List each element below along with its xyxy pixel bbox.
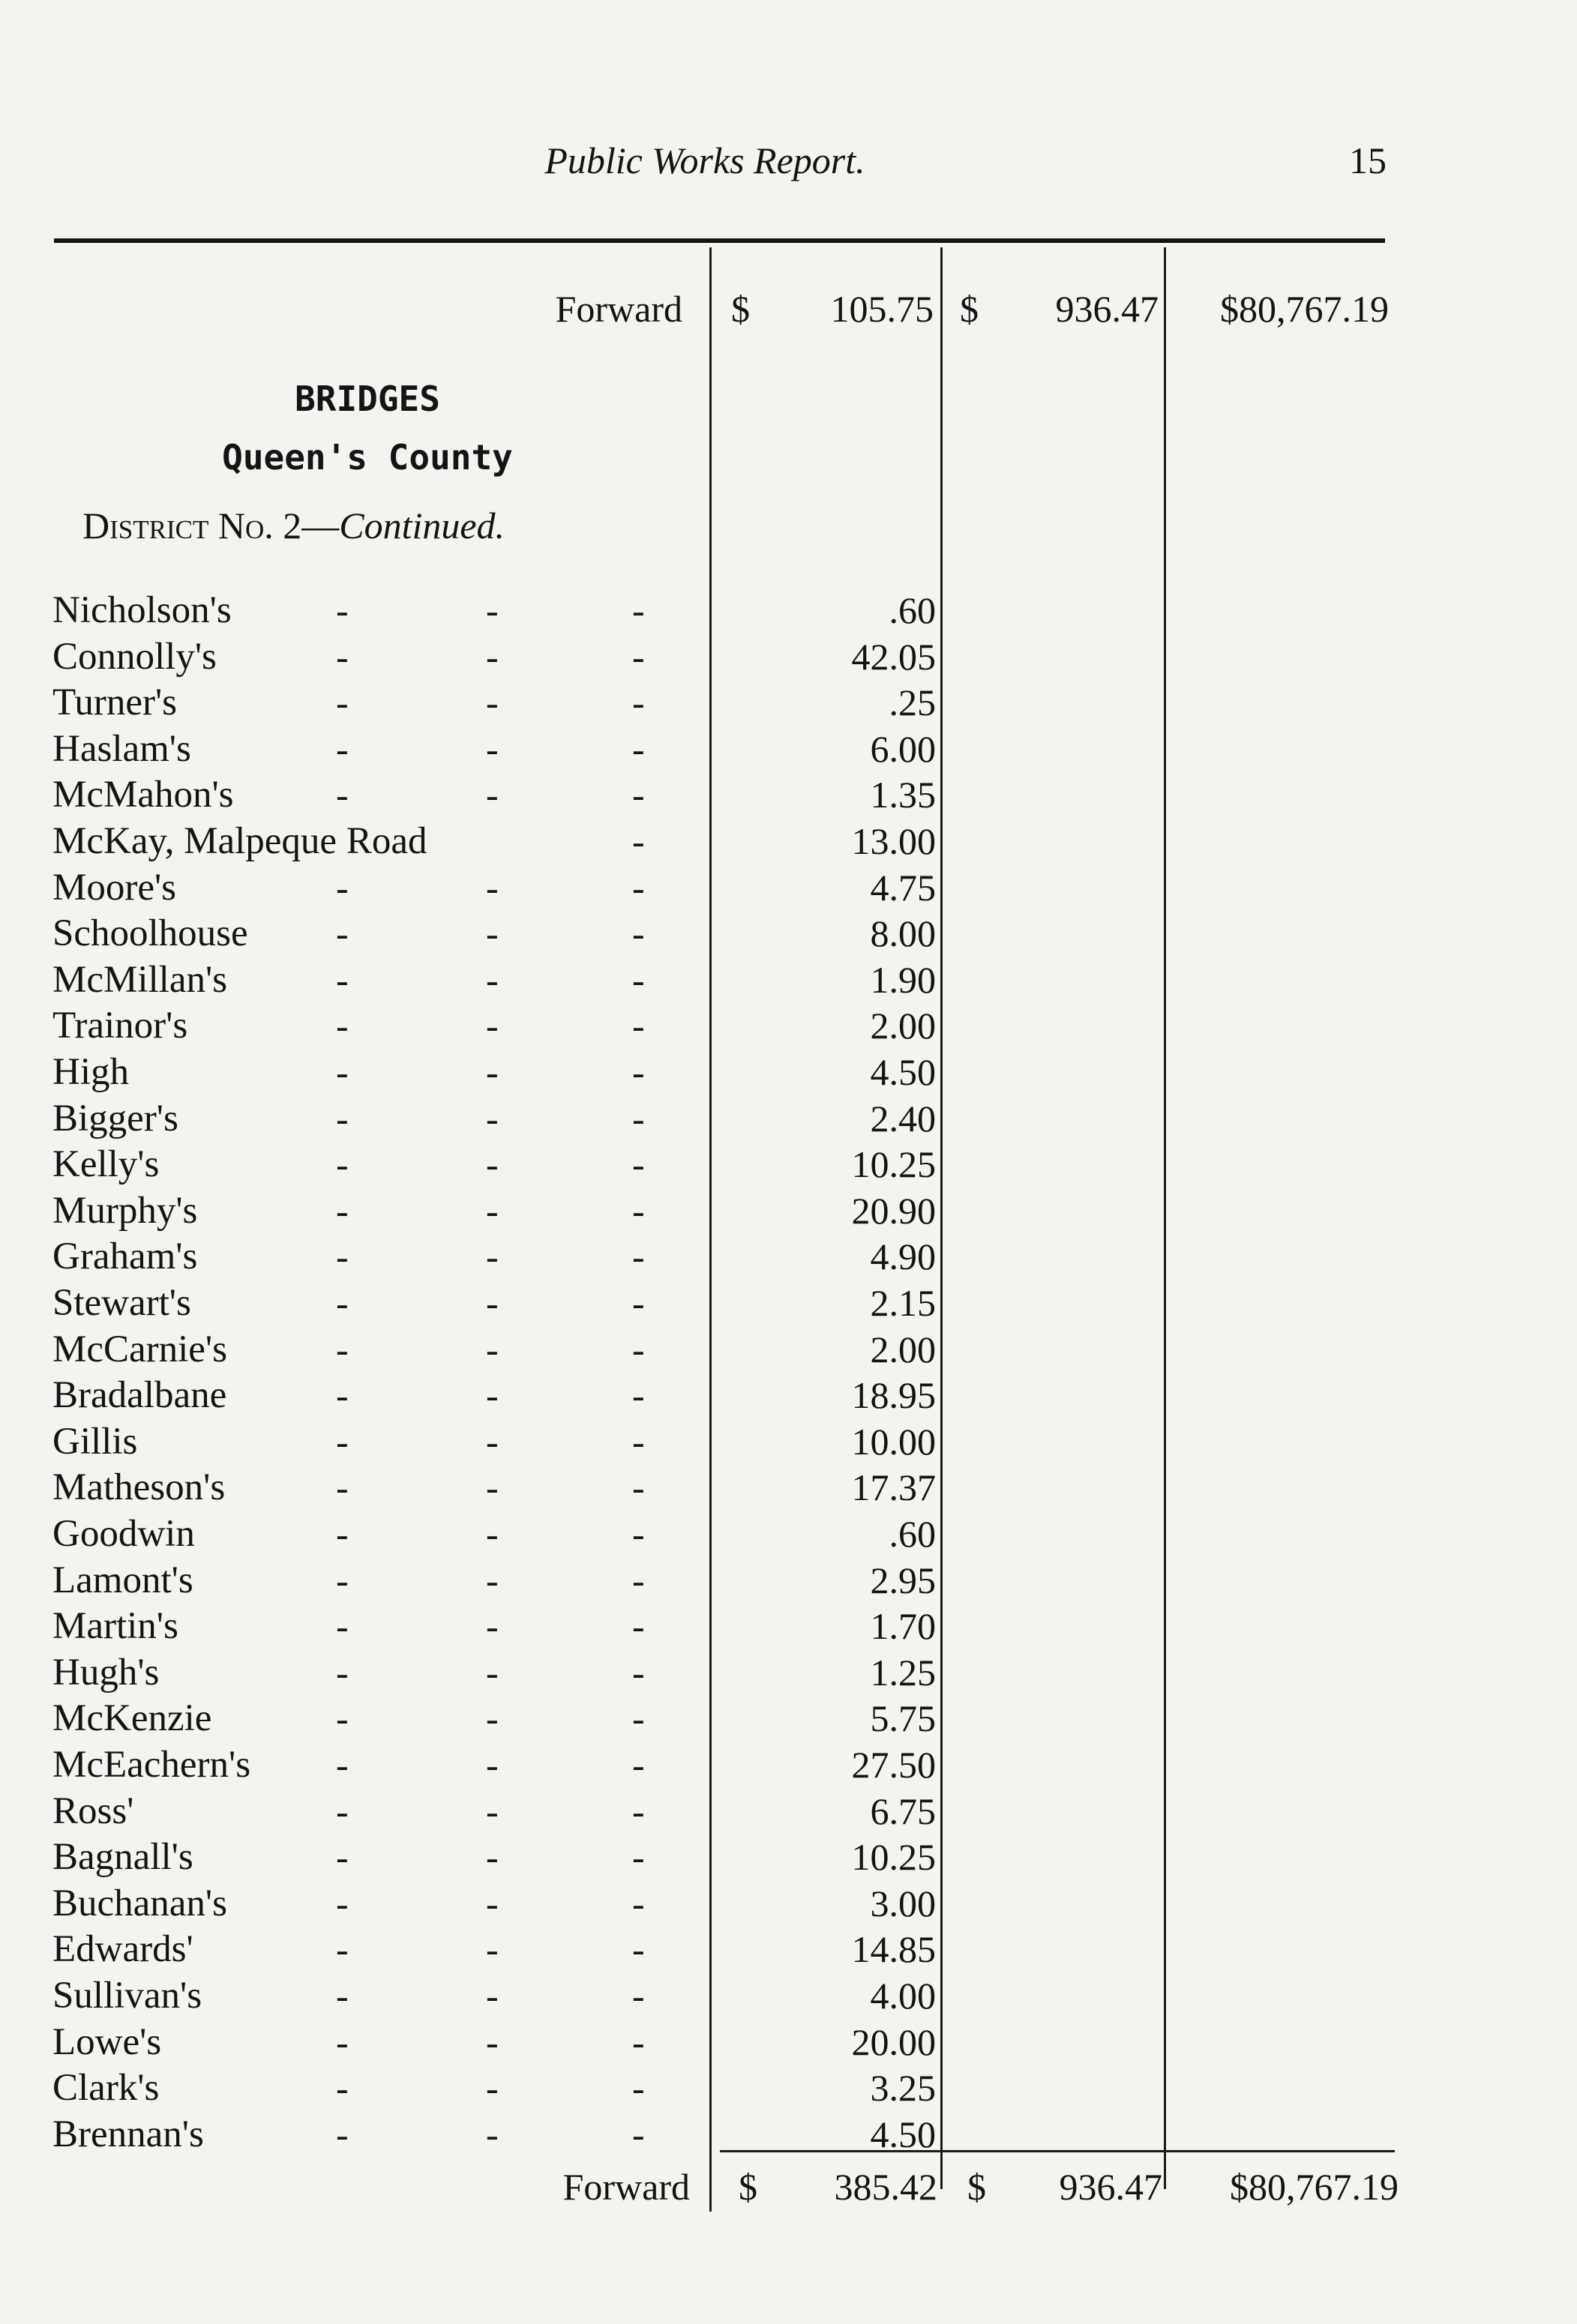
bridge-amount: 1.25: [870, 1651, 936, 1694]
bridge-name: Turner's: [52, 681, 177, 724]
table-row: [0, 1143, 975, 1189]
bridge-name: Trainor's: [52, 1005, 188, 1047]
county-title: Queen's County: [222, 437, 513, 478]
leader-dash: -: [336, 2113, 349, 2155]
bridge-amount: .25: [889, 681, 936, 724]
leader-dash: -: [486, 1374, 499, 1417]
leader-dash: -: [336, 2020, 349, 2063]
leader-dash: -: [632, 1051, 645, 1093]
leader-dash: -: [486, 866, 499, 909]
leader-dash: -: [336, 2067, 349, 2110]
leader-dash: -: [336, 1789, 349, 1832]
bridge-name: Brennan's: [52, 2113, 204, 2155]
leader-dash: -: [336, 1559, 349, 1601]
table-row: [0, 1835, 975, 1882]
bridge-amount: 1.35: [870, 774, 936, 816]
bridge-name: Clark's: [52, 2067, 160, 2110]
bridge-amount: 10.25: [851, 1836, 936, 1879]
leader-dash: -: [632, 1420, 645, 1463]
leader-dash: -: [336, 1282, 349, 1324]
bridge-name: Moore's: [52, 866, 177, 909]
leader-dash: -: [486, 1744, 499, 1786]
leader-dash: -: [336, 589, 349, 631]
bridge-amount: 2.95: [870, 1559, 936, 1601]
bridge-amount: .60: [889, 1513, 936, 1555]
leader-dash: -: [486, 774, 499, 816]
table-row: [0, 2020, 975, 2067]
bridge-amount: 4.00: [870, 1975, 936, 2017]
leader-dash: -: [486, 1235, 499, 1278]
bridge-amount: 4.50: [870, 1051, 936, 1093]
forward-label: Forward: [562, 2166, 690, 2208]
leader-dash: -: [486, 1836, 499, 1879]
leader-dash: -: [632, 1005, 645, 1047]
table-row: [0, 2113, 975, 2159]
table-row: [0, 588, 975, 635]
bridge-name: Bradalbane: [52, 1374, 227, 1417]
forward-amount-col2: 936.47: [1059, 2166, 1162, 2208]
leader-dash: -: [486, 1189, 499, 1232]
leader-dash: -: [336, 1651, 349, 1694]
leader-dash: -: [486, 2020, 499, 2063]
table-row: [0, 819, 975, 866]
table-row: [0, 1466, 975, 1512]
table-row: [0, 1927, 975, 1974]
bridge-amount: 10.25: [851, 1143, 936, 1186]
table-row: [0, 1373, 975, 1420]
bridge-name: Edwards': [52, 1928, 193, 1971]
leader-dash: -: [336, 1605, 349, 1648]
leader-dash: -: [632, 1744, 645, 1786]
section-title: BRIDGES: [295, 379, 440, 419]
leader-dash: -: [632, 727, 645, 770]
leader-dash: -: [336, 681, 349, 724]
bridge-amount: 8.00: [870, 912, 936, 955]
bridge-name: McMillan's: [52, 958, 228, 1001]
page-header-title: Public Works Report.: [544, 139, 865, 181]
leader-dash: -: [486, 2113, 499, 2155]
table-row: [0, 1789, 975, 1836]
leader-dash: -: [632, 1466, 645, 1509]
leader-dash: -: [486, 2067, 499, 2110]
bridge-amount: 4.50: [870, 2113, 936, 2155]
bridge-amount: 2.00: [870, 1328, 936, 1370]
bridge-name: Gillis: [52, 1420, 138, 1463]
leader-dash: -: [336, 774, 349, 816]
leader-dash: -: [486, 1328, 499, 1370]
table-row: [0, 1974, 975, 2020]
table-row: [0, 1604, 975, 1651]
leader-dash: -: [336, 1005, 349, 1047]
bridge-name: Haslam's: [52, 727, 191, 770]
page-number: 15: [1349, 139, 1387, 181]
leader-dash: -: [336, 866, 349, 909]
bridge-name: Murphy's: [52, 1189, 198, 1232]
district-label: District No. 2—: [82, 505, 340, 547]
leader-dash: -: [632, 1882, 645, 1924]
bridge-amount: 10.00: [851, 1420, 936, 1463]
table-row: [0, 1189, 975, 1235]
bridge-amount: 20.00: [851, 2020, 936, 2063]
leader-dash: -: [632, 635, 645, 678]
leader-dash: -: [486, 912, 499, 955]
leader-dash: -: [336, 635, 349, 678]
district-continued: Continued.: [339, 505, 505, 547]
leader-dash: -: [336, 1697, 349, 1740]
bridge-name: Graham's: [52, 1235, 198, 1278]
bridge-name: High: [52, 1051, 129, 1093]
leader-dash: -: [486, 1605, 499, 1648]
leader-dash: -: [632, 1189, 645, 1232]
table-row: [0, 912, 975, 958]
leader-dash: -: [336, 1836, 349, 1879]
leader-dash: -: [336, 1744, 349, 1786]
table-row: [0, 866, 975, 912]
bridge-amount: 13.00: [851, 820, 936, 862]
bridge-name: Kelly's: [52, 1143, 160, 1186]
table-row: [0, 1004, 975, 1050]
bridge-name: Ross': [52, 1789, 134, 1832]
leader-dash: -: [632, 1651, 645, 1694]
table-row: [0, 1697, 975, 1743]
bridge-name: Nicholson's: [52, 589, 232, 631]
table-row: [0, 1559, 975, 1605]
leader-dash: -: [336, 958, 349, 1001]
leader-dash: -: [486, 1420, 499, 1463]
forward-amount-col3: $80,767.19: [1230, 2166, 1399, 2208]
leader-dash: -: [486, 1697, 499, 1740]
leader-dash: -: [632, 1605, 645, 1648]
bridge-amount: 17.37: [851, 1466, 936, 1509]
leader-dash: -: [632, 958, 645, 1001]
leader-dash: -: [486, 635, 499, 678]
leader-dash: -: [336, 1882, 349, 1924]
leader-dash: -: [632, 1235, 645, 1278]
table-row: [0, 1328, 975, 1374]
bridge-name: Bigger's: [52, 1097, 178, 1140]
leader-dash: -: [632, 2020, 645, 2063]
leader-dash: -: [632, 1789, 645, 1832]
leader-dash: -: [486, 1882, 499, 1924]
leader-dash: -: [632, 681, 645, 724]
bridge-name: Buchanan's: [52, 1882, 227, 1924]
leader-dash: -: [632, 774, 645, 816]
table-row: [0, 1512, 975, 1559]
bridge-name: Lamont's: [52, 1559, 193, 1601]
bridge-amount: 42.05: [851, 635, 936, 678]
leader-dash: -: [632, 1328, 645, 1370]
leader-dash: -: [486, 1975, 499, 2017]
leader-dash: -: [486, 1651, 499, 1694]
leader-dash: -: [336, 1975, 349, 2017]
forward-amount-col1: 385.42: [834, 2166, 937, 2208]
dollar-sign: $: [739, 2166, 757, 2208]
bridge-amount: 1.70: [870, 1605, 936, 1648]
leader-dash: -: [632, 1928, 645, 1971]
leader-dash: -: [632, 820, 645, 862]
bridge-name: Connolly's: [52, 635, 217, 678]
leader-dash: -: [632, 1697, 645, 1740]
leader-dash: -: [336, 1189, 349, 1232]
leader-dash: -: [336, 1928, 349, 1971]
column-rule-3: [1164, 247, 1166, 2189]
bridge-name: McEachern's: [52, 1744, 251, 1786]
leader-dash: -: [486, 958, 499, 1001]
leader-dash: -: [632, 1513, 645, 1555]
leader-dash: -: [486, 1789, 499, 1832]
district-heading: [82, 504, 505, 547]
leader-dash: -: [486, 1513, 499, 1555]
leader-dash: -: [486, 727, 499, 770]
bridge-amount: 4.90: [870, 1235, 936, 1278]
bridge-amount: 20.90: [851, 1189, 936, 1232]
dollar-sign: $: [967, 2166, 986, 2208]
leader-dash: -: [336, 1466, 349, 1509]
dollar-sign: $: [731, 288, 750, 330]
bridge-amount: 4.75: [870, 866, 936, 909]
leader-dash: -: [336, 912, 349, 955]
bridge-name: McMahon's: [52, 774, 234, 816]
table-row: [0, 1420, 975, 1466]
leader-dash: -: [486, 1282, 499, 1324]
leader-dash: -: [632, 1374, 645, 1417]
leader-dash: -: [632, 912, 645, 955]
forward-label: Forward: [555, 288, 682, 330]
leader-dash: -: [632, 1559, 645, 1601]
leader-dash: -: [632, 866, 645, 909]
leader-dash: -: [336, 1420, 349, 1463]
forward-amount-col3: $80,767.19: [1220, 288, 1389, 330]
leader-dash: -: [632, 1975, 645, 2017]
bridge-amount: 2.00: [870, 1005, 936, 1047]
leader-dash: -: [336, 1143, 349, 1186]
bridge-name: Schoolhouse: [52, 912, 248, 955]
bridge-amount: 14.85: [851, 1928, 936, 1971]
leader-dash: -: [486, 1143, 499, 1186]
bridge-amount: 1.90: [870, 958, 936, 1001]
bridge-name: Martin's: [52, 1605, 178, 1648]
forward-amount-col2: 936.47: [1055, 288, 1159, 330]
leader-dash: -: [486, 1097, 499, 1140]
leader-dash: -: [486, 1466, 499, 1509]
leader-dash: -: [336, 1235, 349, 1278]
table-row: [0, 1050, 975, 1097]
bridge-name: Bagnall's: [52, 1836, 193, 1879]
bridge-amount: .60: [889, 589, 936, 631]
leader-dash: -: [486, 1005, 499, 1047]
leader-dash: -: [336, 727, 349, 770]
bridge-amount: 6.00: [870, 727, 936, 770]
bridge-amount: 18.95: [851, 1374, 936, 1417]
table-row: [0, 1235, 975, 1281]
bridge-amount: 2.15: [870, 1282, 936, 1324]
leader-dash: -: [486, 1928, 499, 1971]
leader-dash: -: [336, 1097, 349, 1140]
table-row: [0, 1281, 975, 1328]
leader-dash: -: [632, 2113, 645, 2155]
leader-dash: -: [632, 1836, 645, 1879]
table-row: [0, 635, 975, 681]
bridge-amount: 27.50: [851, 1744, 936, 1786]
leader-dash: -: [486, 681, 499, 724]
leader-dash: -: [486, 589, 499, 631]
bridge-name: McCarnie's: [52, 1328, 227, 1370]
table-row: [0, 727, 975, 774]
leader-dash: -: [632, 1097, 645, 1140]
table-row: [0, 1743, 975, 1789]
leader-dash: -: [632, 1143, 645, 1186]
table-row: [0, 681, 975, 727]
dollar-sign: $: [960, 288, 979, 330]
leader-dash: -: [336, 1051, 349, 1093]
bridge-name: McKay, Malpeque Road: [52, 820, 427, 862]
table-row: [0, 1097, 975, 1143]
leader-dash: -: [632, 2067, 645, 2110]
leader-dash: -: [486, 1051, 499, 1093]
bridge-name: Hugh's: [52, 1651, 160, 1694]
bridge-name: Sullivan's: [52, 1975, 202, 2017]
leader-dash: -: [632, 589, 645, 631]
bridge-amount: 5.75: [870, 1697, 936, 1740]
bridge-name: Matheson's: [52, 1466, 226, 1509]
bridge-name: Lowe's: [52, 2020, 162, 2063]
table-row: [0, 1651, 975, 1697]
leader-dash: -: [336, 1374, 349, 1417]
bridge-amount: 6.75: [870, 1789, 936, 1832]
table-row: [0, 958, 975, 1005]
forward-amount-col1: 105.75: [830, 288, 934, 330]
bridge-name: Goodwin: [52, 1513, 195, 1555]
leader-dash: -: [486, 1559, 499, 1601]
header-rule: [54, 238, 1385, 243]
bridge-amount: 2.40: [870, 1097, 936, 1140]
leader-dash: -: [632, 1282, 645, 1324]
bridge-name: McKenzie: [52, 1697, 212, 1740]
table-row: [0, 773, 975, 819]
leader-dash: -: [336, 1513, 349, 1555]
bridge-amount: 3.25: [870, 2067, 936, 2110]
table-row: [0, 2066, 975, 2113]
bridge-name: Stewart's: [52, 1282, 191, 1324]
bridge-amount: 3.00: [870, 1882, 936, 1924]
table-row: [0, 1882, 975, 1928]
leader-dash: -: [336, 1328, 349, 1370]
